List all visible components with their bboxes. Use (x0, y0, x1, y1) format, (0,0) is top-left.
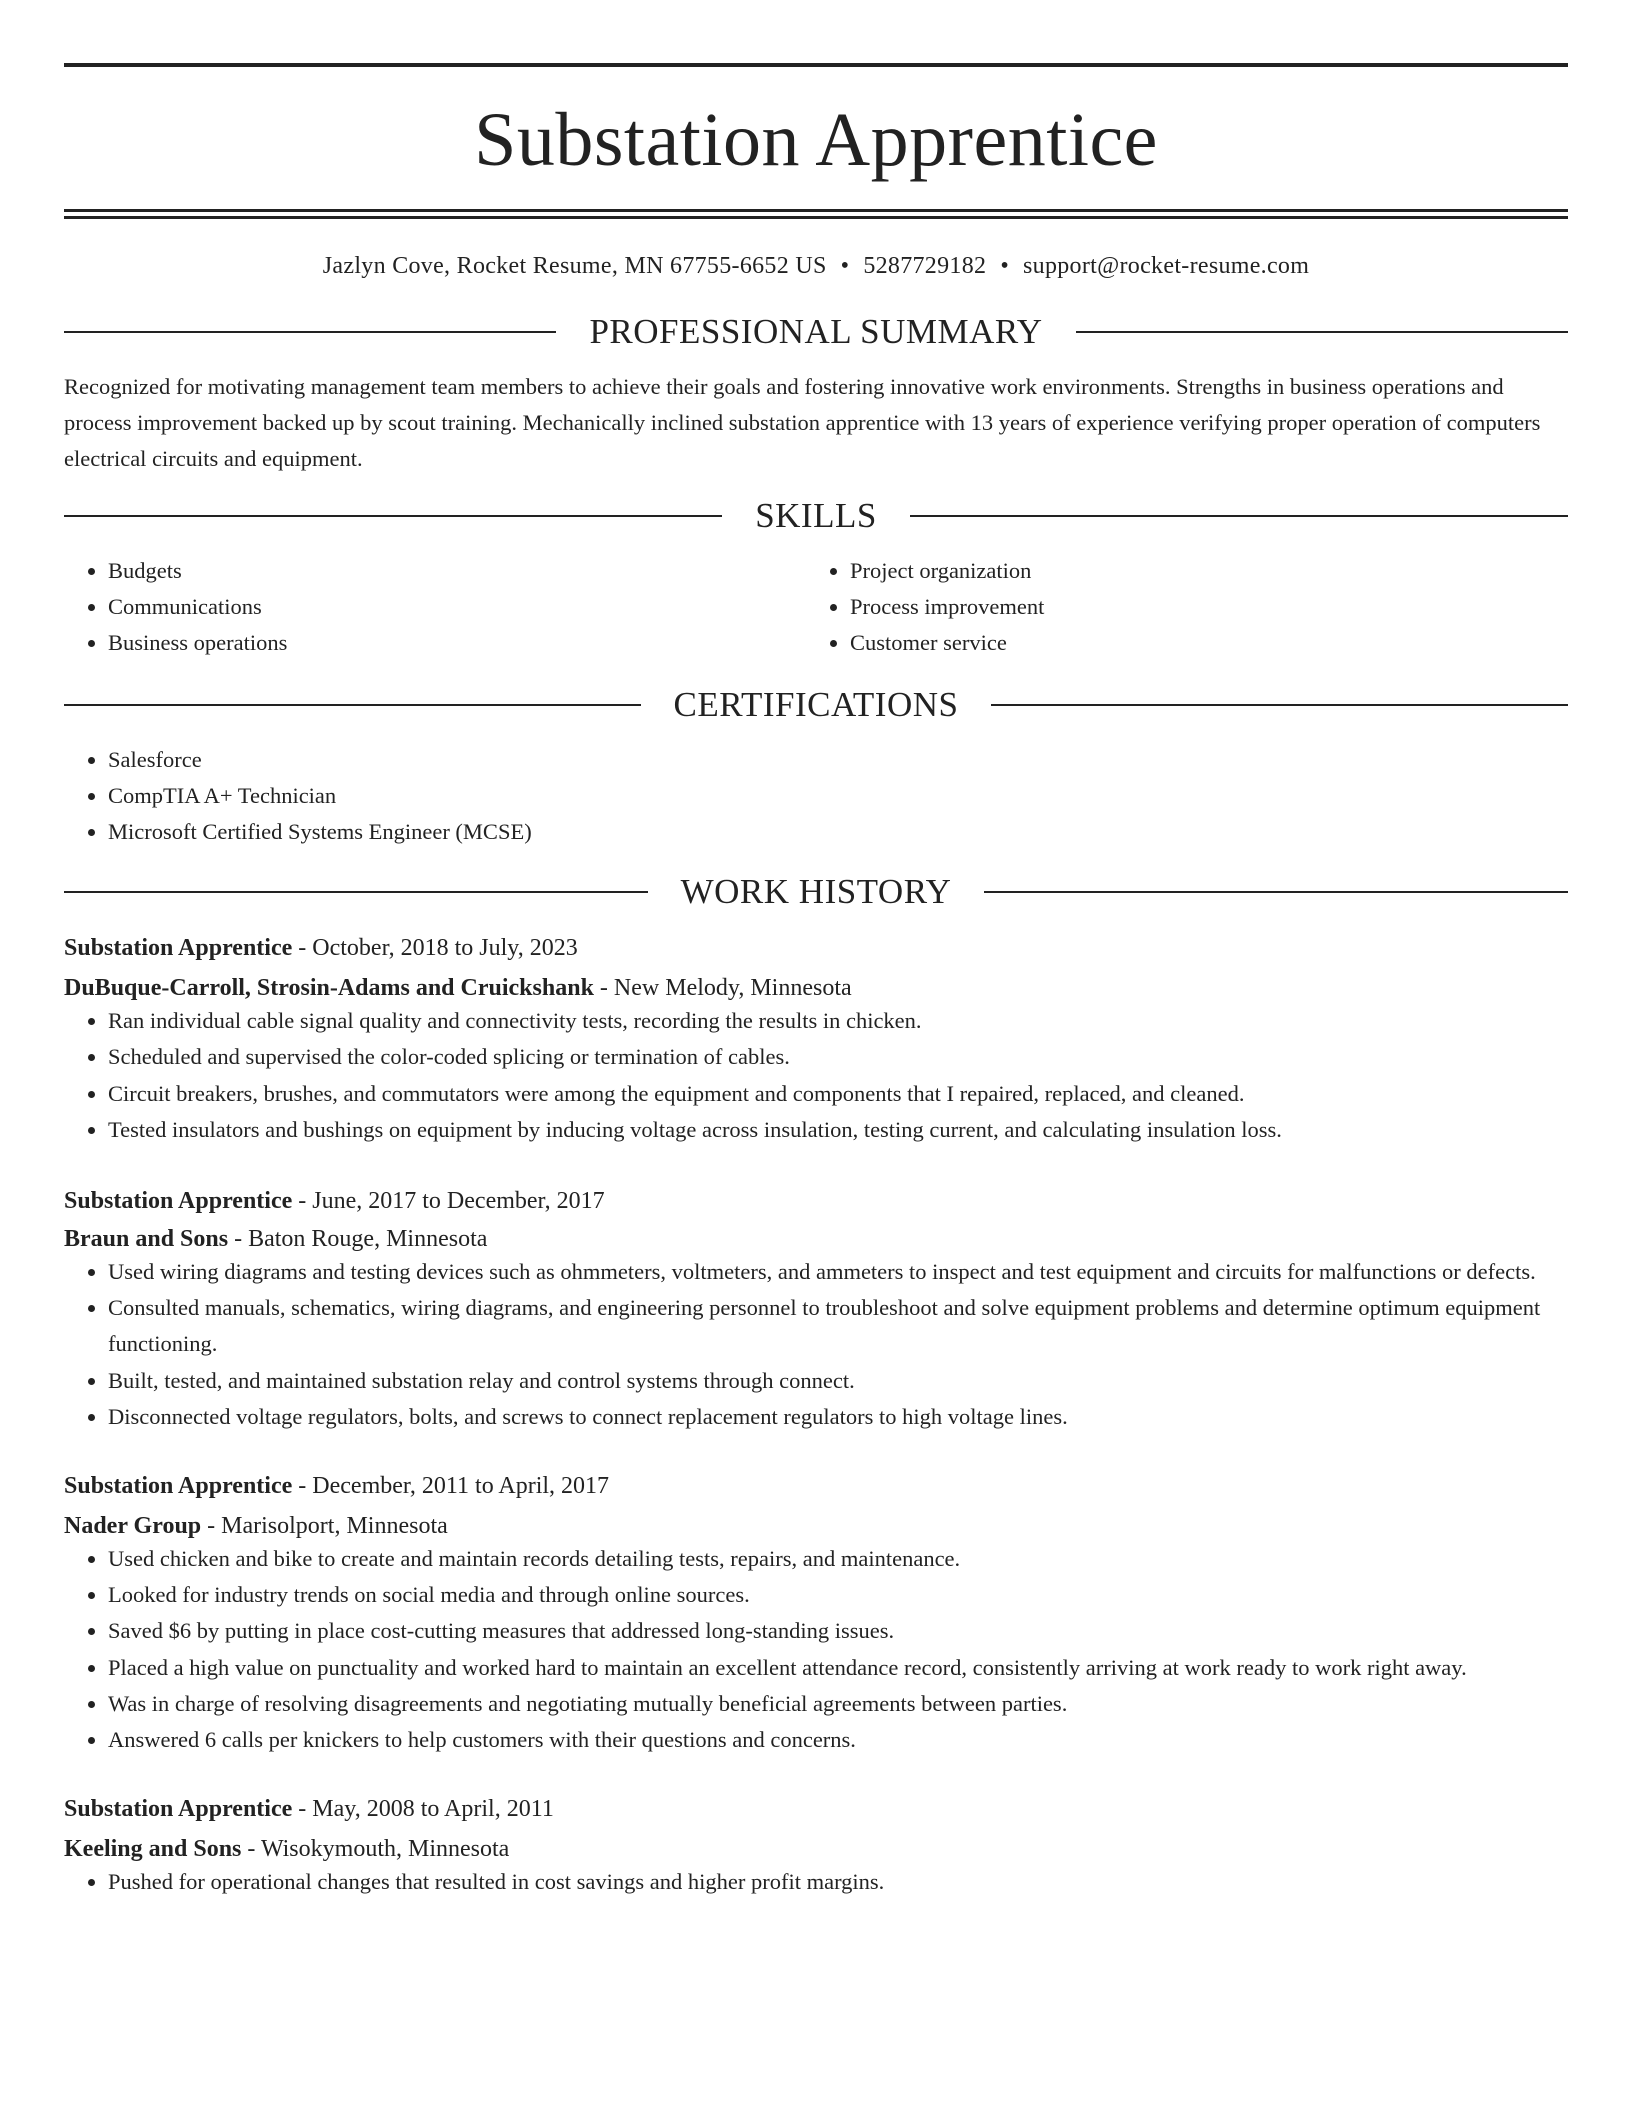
job-duty-item: • Looked for industry trends on social media and through online sources. (108, 1577, 1568, 1613)
job-duty-item: • Saved $6 by putting in place cost-cutting measures that addressed long-standing issues. (108, 1613, 1568, 1649)
skills-column-left (64, 553, 806, 662)
job-location: - New Melody, Minnesota (593, 975, 852, 1002)
job-duties-list (64, 1003, 1568, 1148)
job-duties-list (64, 1254, 1568, 1435)
certification-item: • Microsoft Certified Systems Engineer (MCSE) (108, 814, 1568, 850)
title-double-rule (64, 209, 1568, 219)
contact-address: Jazlyn Cove, Rocket Resume, MN 67755-6652 US (322, 253, 827, 279)
job-duties-list (64, 1541, 1568, 1758)
top-rule (64, 63, 1568, 67)
job-title: Substation Apprentice (64, 935, 293, 962)
resume-page (64, 0, 1568, 1900)
job-duty-item: • Disconnected voltage regulators, bolts, and screws to connect replacement regulators to high voltage lines. (108, 1399, 1568, 1435)
job-title: Substation Apprentice (64, 1473, 293, 1500)
job-location: - Marisolport, Minnesota (201, 1513, 448, 1540)
skill-item: • Project organization (850, 553, 1548, 589)
heading-rule-left (64, 704, 641, 706)
summary-section-heading (64, 312, 1568, 352)
work-history-section-heading (64, 872, 1568, 912)
heading-rule-left (64, 891, 648, 893)
job-title: Substation Apprentice (64, 1796, 293, 1823)
job-company: Braun and Sons (64, 1226, 229, 1253)
job-duty-item: • Was in charge of resolving disagreements and negotiating mutually beneficial agreements between parties. (108, 1686, 1568, 1722)
job-duty-item: • Tested insulators and bushings on equipment by inducing voltage across insulation, testing current, and calculating insulation loss. (108, 1112, 1568, 1148)
job-title-line (64, 1794, 1568, 1824)
job-duty-item: • Scheduled and supervised the color-coded splicing or termination of cables. (108, 1039, 1568, 1075)
job-duty-item: • Circuit breakers, brushes, and commutators were among the equipment and components that I repaired, replaced, and cleaned. (108, 1076, 1568, 1112)
skills-columns (64, 553, 1568, 662)
job-duty-item: • Used wiring diagrams and testing devices such as ohmmeters, voltmeters, and ammeters to inspect and test equipment and circuits for malfunctions or defects. (108, 1254, 1568, 1290)
job-duty-item: • Answered 6 calls per knickers to help customers with their questions and concerns. (108, 1722, 1568, 1758)
skills-heading-label: SKILLS (755, 496, 877, 535)
skill-item: • Communications (108, 589, 806, 625)
skill-item: • Business operations (108, 625, 806, 661)
job-company-line (64, 1834, 1568, 1864)
job-entry (64, 933, 1568, 1148)
job-dates: - December, 2011 to April, 2017 (292, 1473, 610, 1500)
job-dates: - May, 2008 to April, 2011 (292, 1796, 554, 1823)
job-duty-item: • Built, tested, and maintained substation relay and control systems through connect. (108, 1363, 1568, 1399)
contact-email: support@rocket-resume.com (1023, 253, 1310, 279)
contact-separator: • (1000, 253, 1010, 279)
job-company-line (64, 1224, 1568, 1254)
job-company-line (64, 1511, 1568, 1541)
skill-item: • Customer service (850, 625, 1548, 661)
job-title: Substation Apprentice (64, 1188, 293, 1215)
skills-list-left (64, 553, 806, 662)
job-title-line (64, 1471, 1568, 1501)
heading-rule-right (910, 515, 1568, 517)
skill-item: • Process improvement (850, 589, 1548, 625)
certifications-list (64, 742, 1568, 851)
job-company-line (64, 973, 1568, 1003)
heading-rule-left (64, 515, 722, 517)
job-title-line (64, 933, 1568, 963)
contact-line (64, 251, 1568, 281)
job-company: DuBuque-Carroll, Strosin-Adams and Cruickshank (64, 975, 594, 1002)
job-duty-item: • Pushed for operational changes that resulted in cost savings and higher profit margins. (108, 1864, 1568, 1900)
job-company: Keeling and Sons (64, 1836, 242, 1863)
job-dates: - October, 2018 to July, 2023 (292, 935, 578, 962)
job-duty-item: • Used chicken and bike to create and maintain records detailing tests, repairs, and maintenance. (108, 1541, 1568, 1577)
heading-rule-right (984, 891, 1568, 893)
certification-item: • Salesforce (108, 742, 1568, 778)
contact-separator: • (840, 253, 850, 279)
summary-heading-label: PROFESSIONAL SUMMARY (589, 312, 1043, 351)
job-dates: - June, 2017 to December, 2017 (292, 1188, 605, 1215)
heading-rule-left (64, 331, 556, 333)
skills-section-heading (64, 496, 1568, 536)
job-company: Nader Group (64, 1513, 202, 1540)
job-entry (64, 1471, 1568, 1758)
certification-item: • CompTIA A+ Technician (108, 778, 1568, 814)
skills-column-right (806, 553, 1548, 662)
skills-list-right (806, 553, 1548, 662)
job-duty-item: • Consulted manuals, schematics, wiring diagrams, and engineering personnel to troubleshoot and solve equipment problems and determine optimum equipment functioning. (108, 1290, 1568, 1362)
job-duty-item: • Placed a high value on punctuality and worked hard to maintain an excellent attendance record, consistently arriving at work ready to work right away. (108, 1650, 1568, 1686)
summary-text: Recognized for motivating management team members to achieve their goals and fostering innovative work environments. Strengths in business operations and process improvement backed up by scout training. Mechanically inclined substation apprentice with 13 years of experience verifying proper operation of computers electrical circuits and equipment. (64, 374, 1541, 471)
job-duty-item: • Ran individual cable signal quality and connectivity tests, recording the results in chicken. (108, 1003, 1568, 1039)
job-location: - Baton Rouge, Minnesota (228, 1226, 488, 1253)
job-location: - Wisokymouth, Minnesota (241, 1836, 510, 1863)
certifications-heading-label: CERTIFICATIONS (673, 684, 959, 724)
heading-rule-right (991, 704, 1568, 706)
job-title-line (64, 1186, 1568, 1216)
job-entry (64, 1186, 1568, 1435)
contact-phone: 5287729182 (863, 253, 987, 279)
heading-rule-right (1076, 331, 1568, 333)
job-entry (64, 1794, 1568, 1900)
certifications-section-heading (64, 685, 1568, 725)
skill-item: • Budgets (108, 553, 806, 589)
job-duties-list (64, 1864, 1568, 1900)
resume-title: Substation Apprentice (474, 98, 1158, 182)
work-history-heading-label: WORK HISTORY (680, 872, 952, 912)
